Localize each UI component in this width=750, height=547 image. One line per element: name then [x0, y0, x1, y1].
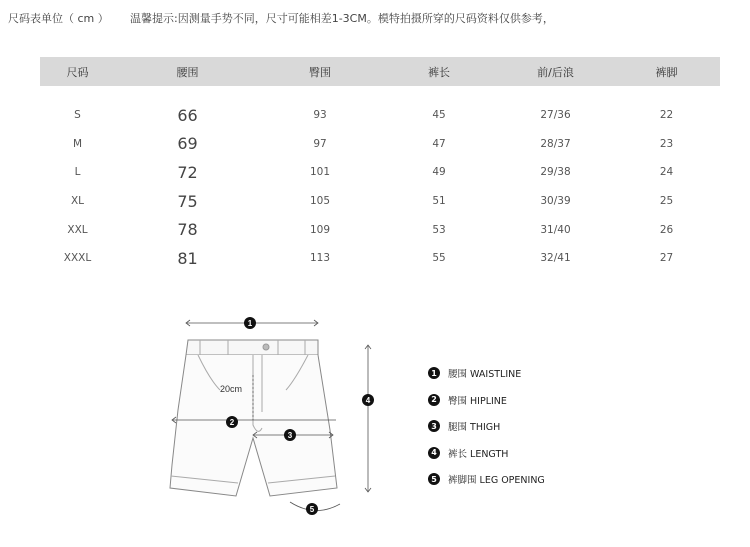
svg-text:1: 1	[247, 319, 253, 328]
cell-rise: 27/36	[540, 109, 571, 122]
cell-length: 53	[432, 223, 446, 236]
marker-1	[244, 317, 256, 329]
cell-rise: 31/40	[540, 223, 571, 236]
header-size: 尺码	[66, 65, 89, 79]
cell-size: XXL	[67, 223, 88, 236]
cell-length: 47	[432, 137, 446, 150]
cell-waist: 69	[177, 134, 198, 154]
cell-size: L	[74, 166, 81, 179]
legend-label: 腿围 THIGH	[448, 422, 501, 434]
legend-item	[428, 413, 545, 440]
header-hip: 臀围	[309, 65, 331, 79]
table-row	[40, 215, 720, 244]
legend-label: 臀围 HIPLINE	[448, 395, 507, 407]
header-line	[8, 10, 554, 26]
measurement-legend	[428, 360, 545, 493]
cell-length: 51	[432, 195, 446, 208]
number-circle-icon: 2	[428, 394, 440, 406]
number-circle-icon: 3	[428, 420, 440, 432]
header-length: 裤长	[428, 65, 450, 79]
cell-rise: 29/38	[540, 166, 571, 179]
legend-item	[428, 360, 545, 387]
cell-hip: 113	[309, 252, 331, 265]
number-circle-icon: 5	[428, 473, 440, 485]
cell-size: XXXL	[63, 252, 92, 265]
table-row	[40, 187, 720, 216]
cell-waist: 81	[177, 248, 198, 268]
cell-rise: 28/37	[540, 137, 571, 150]
size-table	[40, 57, 720, 273]
table-row	[40, 158, 720, 187]
cell-hip: 97	[313, 137, 327, 150]
legend-item	[428, 466, 545, 493]
legend-item	[428, 387, 545, 414]
cell-waist: 66	[177, 105, 198, 125]
marker-4	[362, 394, 374, 406]
marker-5	[306, 503, 318, 515]
table-row	[40, 244, 720, 273]
dim-label-20cm: 20cm	[220, 384, 243, 394]
cell-leg-opening: 27	[659, 252, 674, 265]
svg-text:5: 5	[309, 505, 315, 514]
marker-2	[226, 416, 238, 428]
svg-text:2: 2	[229, 418, 235, 427]
legend-label: 腰围 WAISTLINE	[448, 369, 522, 381]
number-circle-icon: 4	[428, 447, 440, 459]
cell-size: XL	[70, 195, 85, 208]
cell-hip: 101	[309, 166, 331, 179]
cell-hip: 105	[309, 195, 331, 208]
legend-label: 裤长 LENGTH	[448, 448, 509, 460]
cell-leg-opening: 26	[659, 223, 674, 236]
legend-item	[428, 440, 545, 467]
cell-hip: 109	[309, 223, 331, 236]
table-body	[40, 101, 720, 273]
cell-waist: 72	[177, 162, 198, 182]
cell-hip: 93	[313, 109, 327, 122]
size-notice: 温馨提示:因测量手势不同，尺寸可能相差1-3CM。模特拍摄所穿的尺码资料仅供参考，	[130, 12, 554, 25]
cell-leg-opening: 25	[659, 195, 674, 208]
cell-waist: 78	[177, 220, 198, 240]
svg-text:4: 4	[365, 396, 371, 405]
table-row	[40, 101, 720, 130]
table-header	[40, 57, 720, 86]
shorts-measurement-diagram	[150, 310, 400, 535]
svg-text:3: 3	[287, 431, 293, 440]
header-rise: 前/后浪	[537, 65, 574, 79]
cell-size: M	[72, 137, 83, 150]
table-row	[40, 130, 720, 159]
cell-length: 45	[432, 109, 446, 122]
cell-waist: 75	[177, 191, 198, 211]
unit-label: 尺码表单位（ cm ）	[8, 12, 109, 25]
number-circle-icon: 1	[428, 367, 440, 379]
cell-rise: 32/41	[540, 252, 571, 265]
cell-length: 55	[432, 252, 446, 265]
cell-size: S	[74, 109, 81, 122]
cell-leg-opening: 24	[659, 166, 674, 179]
marker-3	[284, 429, 296, 441]
cell-rise: 30/39	[540, 195, 571, 208]
cell-leg-opening: 23	[659, 137, 674, 150]
header-waist: 腰围	[176, 65, 199, 79]
cell-leg-opening: 22	[659, 109, 674, 122]
legend-label: 裤脚围 LEG OPENING	[448, 475, 545, 487]
cell-length: 49	[432, 166, 446, 179]
header-leg-opening: 裤脚	[655, 65, 678, 79]
